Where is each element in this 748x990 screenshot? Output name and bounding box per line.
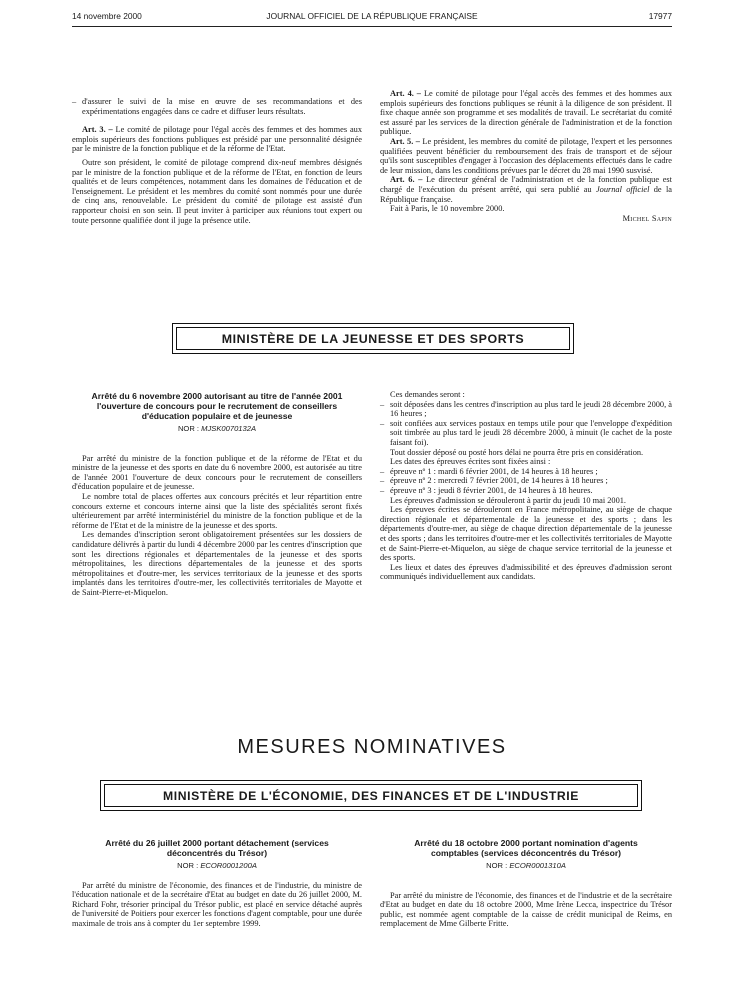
- article-4: [380, 89, 672, 137]
- arrete-3-column: [380, 838, 672, 929]
- paragraph: Le nombre total de places offertes aux concours précités et leur répartition entre concours externe et concours interne ainsi que la liste des spécialités seront fixés ultérieurement par arrêté interministériel du ministre de la fonction publique et de la réforme de l'Etat et de la ministre de la jeunesse et des sports.: [72, 491, 362, 530]
- ministry-title: MINISTÈRE DE LA JEUNESSE ET DES SPORTS: [176, 327, 570, 350]
- article-label: Art. 5. –: [390, 136, 420, 146]
- arrete-title: Arrêté du 6 novembre 2000 autorisant au titre de l'année 2001 l'ouverture de concours pour le recrutement de conseillers d'éducation populaire et de jeunesse: [91, 391, 343, 421]
- article-6: [380, 175, 672, 204]
- page-header: [72, 11, 672, 25]
- paragraph: Les demandes d'inscription seront obligatoirement présentées sur les dossiers de candidature délivrés à partir du lundi 4 décembre 2000 par les centres d'inscription que sont les directions régionales et départementales de la jeunesse et des sports métropolitaines, les directions départementales de la jeunesse et des sports métropolitaines et d'outre-mer, les services territoriaux de la jeunesse et des sports implantés dans les territoires d'outre-mer, les collectivités territoriales de Mayotte et de Saint-Pierre-et-Miquelon.: [72, 530, 362, 597]
- article-text: Le comité de pilotage pour l'égal accès des femmes et des hommes aux emplois supérieurs des fonctions publiques est présidé par une personnalité désignée par le ministre de la fonction publique et de la réforme de l'Etat.: [72, 125, 362, 154]
- list-item: – épreuve nº 1 : mardi 6 février 2001, de 14 heures à 18 heures ;: [380, 467, 672, 477]
- paragraph: Par arrêté du ministre de l'économie, des finances et de l'industrie, du ministre de l'éducation nationale et de la secrétaire d'Etat au budget en date du 26 juillet 2000, M. Richard Fohr, trésorier principal du Trésor public, est placé en service détaché auprès de l'université de Poitiers pour exercer les fonctions d'agent comptable, pour une durée maximale de trois ans à compter du 1er septembre 1999.: [72, 880, 362, 928]
- paragraph: Par arrêté du ministre de l'économie, des finances et de l'industrie et de la secrétaire d'Etat au budget en date du 18 octobre 2000, Mme Irène Lecca, inspectrice du Trésor public, est nommée agent comptable de la caisse de crédit municipal de Reims, en remplacement de Mme Gilberte Fritte.: [380, 890, 672, 929]
- nor-label: NOR :: [177, 861, 201, 870]
- article-label: Art. 6. –: [390, 175, 423, 185]
- article-5: [380, 137, 672, 175]
- ministry-box: [100, 780, 642, 811]
- nor-label: NOR :: [486, 861, 510, 870]
- paragraph: Les épreuves écrites se dérouleront en France métropolitaine, au siège de chaque direction régionale et départementale de la jeunesse et des sports ; dans les départements d'outre-mer, au siège de chaque direction départementale de la jeunesse et des sports ; dans les territoires d'outre-mer et les collectivités territoriales de Mayotte et de Saint-Pierre-et-Miquelon, au siège de chaque service territorial de la jeunesse et des sports.: [380, 505, 672, 563]
- nor-code: MJSK0070132A: [201, 424, 257, 433]
- nor-code: ECOR0001200A: [200, 861, 257, 870]
- article-text: Le directeur général de l'administration et de la fonction publique est chargé de l'exécution du présent arrêté, qui sera publié au: [380, 175, 672, 194]
- arrete-title: Arrêté du 26 juillet 2000 portant détachement (services déconcentrés du Trésor): [105, 838, 329, 858]
- paragraph: Ces demandes seront :: [390, 390, 465, 399]
- nor-reference: [380, 861, 672, 871]
- list-item: – épreuve nº 2 : mercredi 7 février 2001, de 14 heures à 18 heures ;: [380, 476, 672, 486]
- header-date: 14 novembre 2000: [72, 11, 142, 21]
- article-label: Art. 4. –: [390, 89, 421, 98]
- arrete-1-left-column: [72, 391, 362, 598]
- header-page-number: 17977: [648, 11, 672, 21]
- nor-label: NOR :: [177, 424, 202, 433]
- fait-a-paris: Fait à Paris, le 10 novembre 2000.: [390, 204, 505, 214]
- section-title: MESURES NOMINATIVES: [237, 736, 507, 758]
- paragraph: Outre son président, le comité de pilotage comprend dix-neuf membres désignés par le ministre de la fonction publique et de la réforme de l'Etat, en fonction de leurs qualités et de leurs compétences, notamment dans les domaines de l'éducation et de l'enseignement. Le président et les membres du comité sont nommés pour une durée de cinq ans, renouvelable. Le président du comité de pilotage est assisté d'un rapporteur choisi en son sein. Il peut inviter à participer aux réunions tout expert ou toute personne qualifiée dont il juge la présence utile.: [72, 157, 362, 225]
- article-text: Le comité de pilotage pour l'égal accès des femmes et des hommes aux emplois supérieurs des fonctions publiques se réunit à la diligence de son président. Il fixe chaque année son programme et ses modalités de travail. Le secrétariat du comité est assuré par les services de la direction générale de l'administration et de la fonction publique.: [380, 89, 672, 137]
- paragraph: Les lieux et dates des épreuves d'admissibilité et des épreuves d'admission seront communiqués individuellement aux candidats.: [380, 562, 672, 582]
- list-item: – soit déposées dans les centres d'inscription au plus tard le jeudi 28 décembre 2000, à 16 heures ;: [380, 400, 672, 419]
- nor-reference: [72, 861, 362, 871]
- top-right-column: [380, 89, 672, 223]
- header-journal-title: JOURNAL OFFICIEL DE LA RÉPUBLIQUE FRANÇAISE: [266, 11, 478, 21]
- article-text: Le président, les membres du comité de pilotage, l'expert et les personnes qualifiées peuvent bénéficier du remboursement des frais de transport et de séjour qu'ils sont susceptibles d'engager à l'occasion des déplacements effectués dans le cadre de leur mission, dans les conditions prévues par le décret du 28 mai 1990 susvisé.: [380, 136, 672, 175]
- header-rule: [72, 26, 672, 27]
- nor-reference: [72, 424, 362, 434]
- paragraph: Les dates des épreuves écrites sont fixées ainsi :: [390, 457, 551, 467]
- article-text: de la République française.: [380, 184, 672, 204]
- paragraph: – d'assurer le suivi de la mise en œuvre de ses recommandations et des expérimentations engagées dans ce cadre et diffuser leurs résultats.: [72, 97, 362, 116]
- article-3: [72, 125, 362, 154]
- top-left-column: [72, 97, 362, 225]
- paragraph: Par arrêté du ministre de la fonction publique et de la réforme de l'Etat et du ministre de la jeunesse et des sports en date du 6 novembre 2000, est autorisée au titre de l'année 2001 l'ouverture de deux concours pour le recrutement de conseillers d'éducation populaire et de jeunesse.: [72, 453, 362, 492]
- signature: Michel Sapin: [622, 213, 672, 223]
- nor-code: ECOR0001310A: [509, 861, 566, 870]
- arrete-1-right-column: [380, 390, 672, 582]
- article-label: Art. 3. –: [82, 125, 113, 135]
- list-item: – épreuve nº 3 : jeudi 8 février 2001, de 14 heures à 18 heures.: [380, 486, 672, 496]
- list-item: – soit confiées aux services postaux en temps utile pour que l'enveloppe d'expédition soit timbrée au plus tard le jeudi 28 décembre 2000, à minuit (le cachet de la poste faisant foi).: [380, 419, 672, 448]
- article-text-italic: Journal officiel: [595, 184, 650, 194]
- arrete-title: Arrêté du 18 octobre 2000 portant nomination d'agents comptables (services déconcentrés du Trésor): [414, 838, 638, 858]
- ministry-title: MINISTÈRE DE L'ÉCONOMIE, DES FINANCES ET DE L'INDUSTRIE: [104, 784, 638, 807]
- paragraph: Tout dossier déposé ou posté hors délai ne pourra être pris en considération.: [390, 447, 644, 457]
- ministry-box: [172, 323, 574, 354]
- paragraph: Les épreuves d'admission se dérouleront à partir du jeudi 10 mai 2001.: [390, 495, 626, 505]
- arrete-2-column: [72, 838, 362, 929]
